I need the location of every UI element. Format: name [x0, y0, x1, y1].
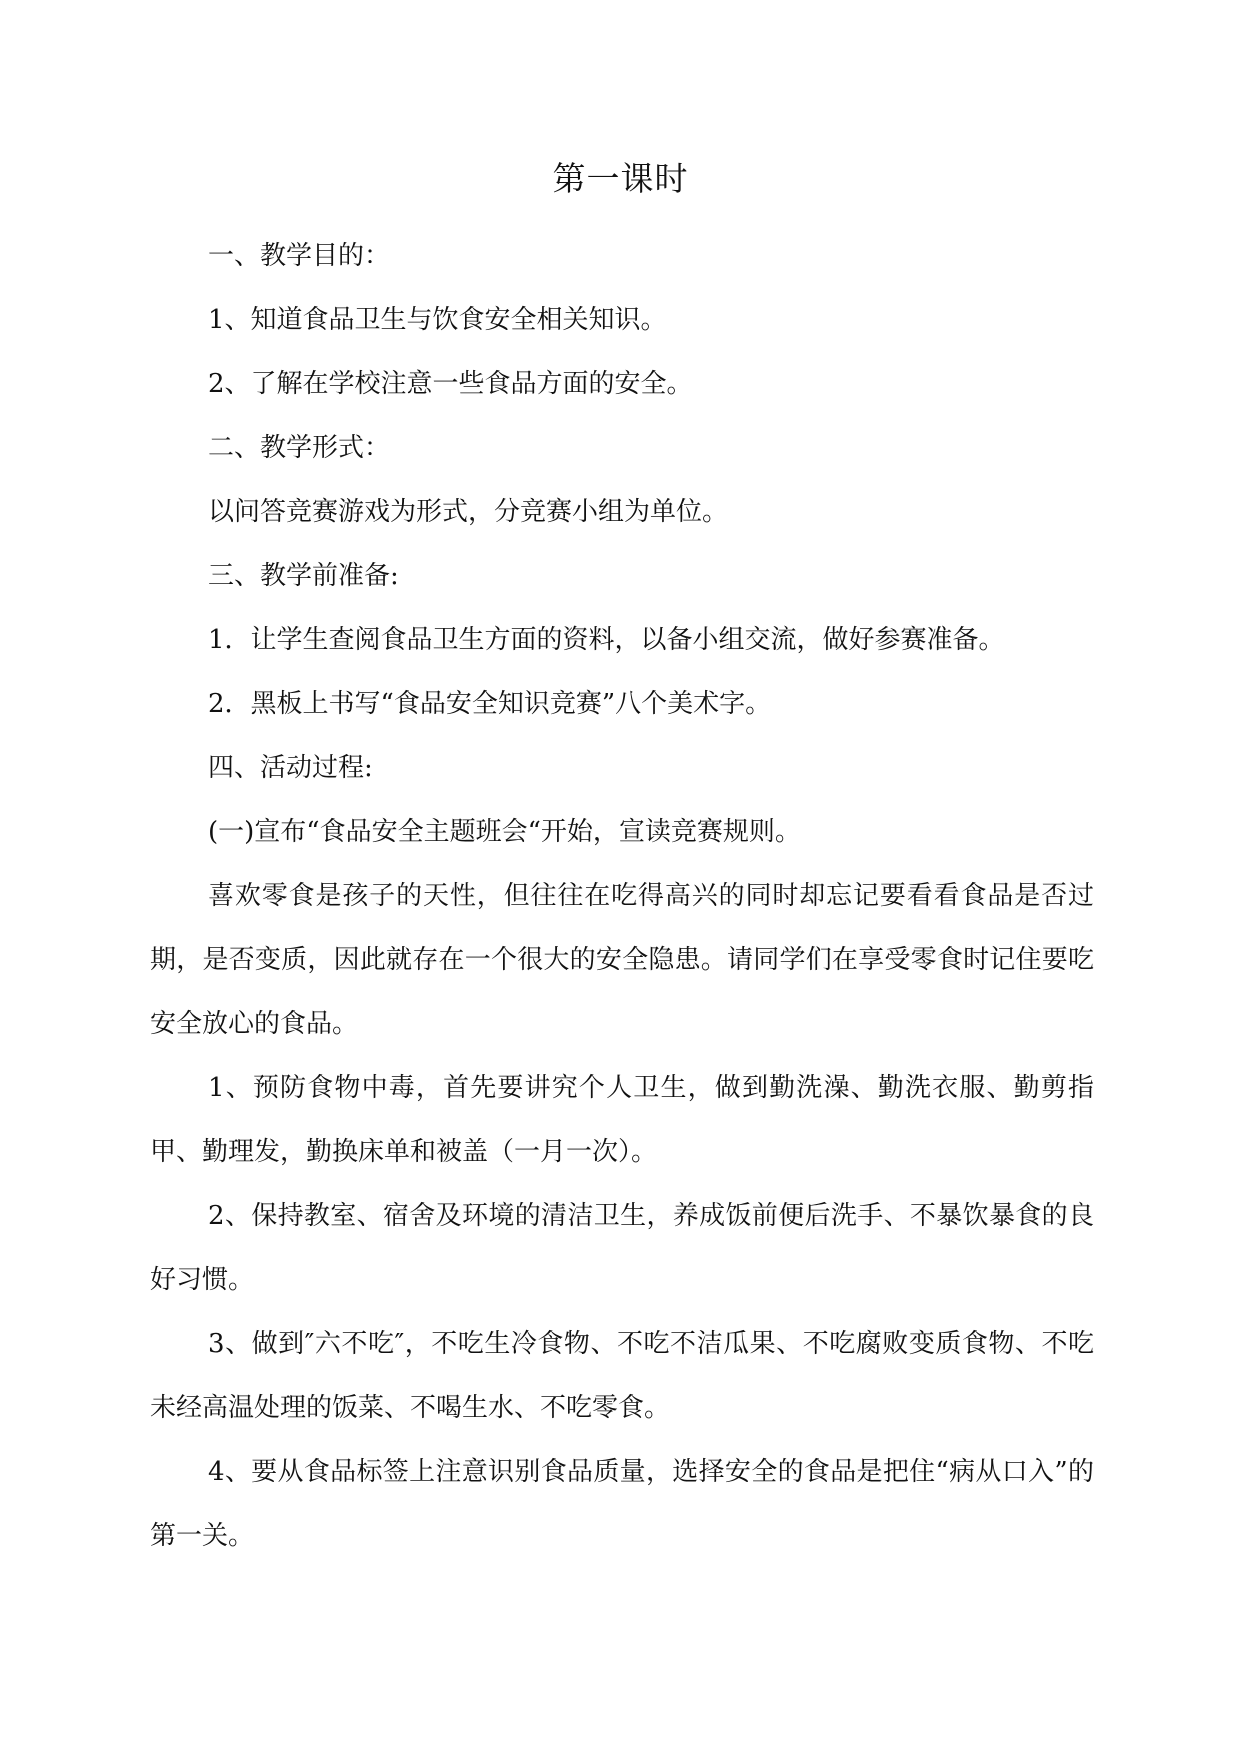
paragraph-rule-1: 1、预防食物中毒，首先要讲究个人卫生，做到勤洗澡、勤洗衣服、勤剪指甲、勤理发，勤换床单和被盖（一月一次）。 — [150, 1073, 1094, 1167]
format-text: 以问答竞赛游戏为形式，分竞赛小组为单位。 — [208, 497, 729, 527]
paragraph-group — [150, 864, 1094, 1568]
section-heading-format: 二、教学形式： — [208, 433, 391, 463]
preparation-item-2: 2．黑板上书写“食品安全知识竞赛”八个美术字。 — [208, 689, 772, 719]
section-heading-objectives: 一、教学目的： — [208, 241, 391, 271]
preparation-item-1: 1．让学生查阅食品卫生方面的资料，以备小组交流，做好参赛准备。 — [208, 625, 1005, 655]
paragraph-intro: 喜欢零食是孩子的天性，但往往在吃得高兴的同时却忘记要看看食品是否过期，是否变质，因此就存在一个很大的安全隐患。请同学们在享受零食时记住要吃安全放心的食品。 — [150, 881, 1094, 1039]
process-step-1: (一)宣布“食品安全主题班会“开始，宣读竞赛规则。 — [208, 817, 801, 847]
page-title: 第一课时 — [552, 159, 689, 198]
section-heading-preparation: 三、教学前准备: — [208, 561, 399, 591]
objective-item-2: 2、了解在学校注意一些食品方面的安全。 — [208, 369, 693, 399]
paragraph-rule-4: 4、要从食品标签上注意识别食品质量，选择安全的食品是把住“病从口入”的第一关。 — [150, 1457, 1094, 1551]
objective-item-1: 1、知道食品卫生与饮食安全相关知识。 — [208, 305, 667, 335]
paragraph-rule-3: 3、做到″六不吃″，不吃生冷食物、不吃不洁瓜果、不吃腐败变质食物、不吃未经高温处理的饭菜、不喝生水、不吃零食。 — [150, 1329, 1094, 1423]
paragraph-rule-2: 2、保持教室、宿舍及环境的清洁卫生，养成饭前便后洗手、不暴饮暴食的良好习惯。 — [150, 1201, 1094, 1295]
section-heading-process: 四、活动过程: — [208, 753, 373, 783]
document-body — [150, 224, 1094, 1568]
